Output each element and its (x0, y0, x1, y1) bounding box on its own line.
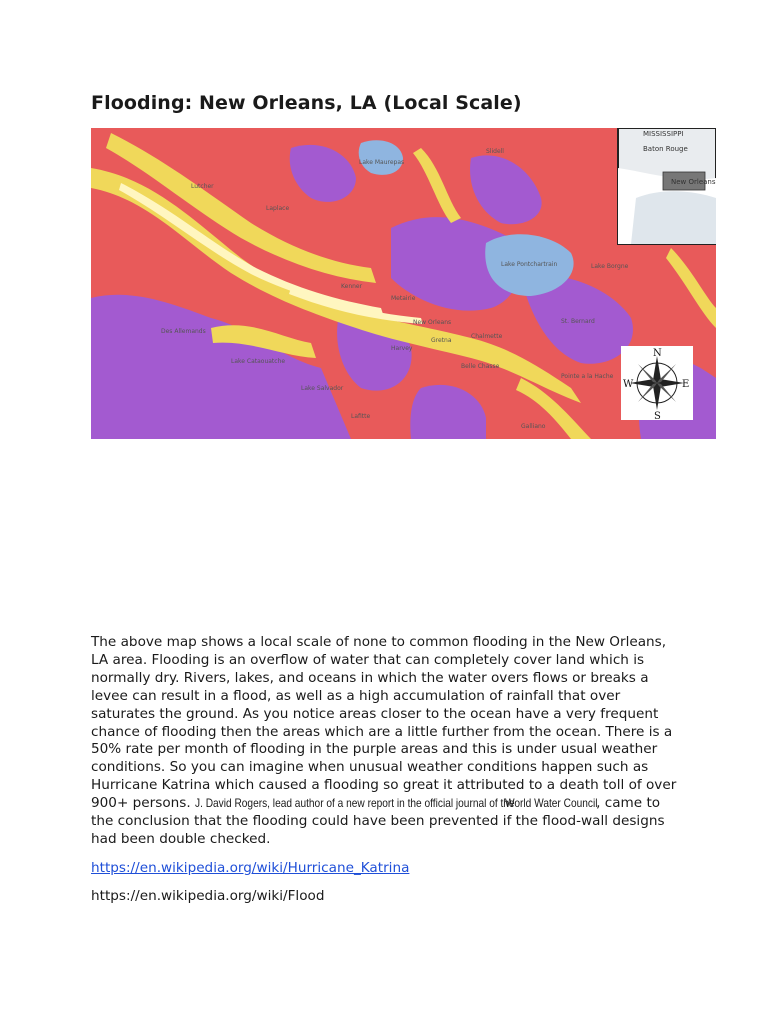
quote-organization: World Water Council (504, 796, 598, 811)
map-label: Slidell (486, 148, 504, 155)
map-label: Lake Salvador (301, 385, 344, 392)
map-label: Kenner (341, 283, 363, 290)
map-label: St. Bernard (561, 318, 595, 325)
map-label: Metairie (391, 295, 416, 302)
map-label: Pointe a la Hache (561, 373, 614, 380)
map-label: Lake Pontchartrain (501, 261, 558, 268)
map-label: Galliano (521, 423, 546, 430)
map-label: Belle Chasse (461, 363, 500, 370)
inset-state-label: MISSISSIPPI (643, 130, 684, 138)
hurricane-katrina-link[interactable]: https://en.wikipedia.org/wiki/Hurricane_Katrina (91, 860, 410, 876)
compass-rose-icon (621, 346, 693, 422)
flood-map-graphic (91, 128, 716, 439)
map-label: Lake Borgne (591, 263, 629, 270)
body-text-part2: , came to the conclusion that the flooding could have been prevented if the flood-wall designs had been double checked. (91, 795, 665, 847)
quote-attribution: J. David Rogers, lead author of a new report in the official journal of the (194, 796, 515, 811)
map-label: Harvey (391, 345, 413, 352)
map-label: Lafitte (351, 413, 371, 420)
compass-east: E (682, 379, 690, 390)
compass-south: S (654, 411, 661, 422)
flood-map (91, 128, 716, 439)
map-label: Des Allemands (161, 328, 206, 335)
map-label: Laplace (266, 205, 290, 212)
inset-map (618, 128, 716, 244)
map-label: Lutcher (191, 183, 214, 190)
compass-north: N (653, 348, 662, 359)
map-label: Lake Maurepas (359, 159, 405, 166)
inset-city-label: Baton Rouge (643, 145, 688, 153)
map-label: Lake Cataouatche (231, 358, 286, 365)
map-label: Gretna (431, 337, 452, 344)
map-label: Chalmette (471, 333, 503, 340)
body-text-part1: The above map shows a local scale of none to common flooding in the New Orleans, LA area. Flooding is an overflow of water that can completely cover land which is normally dry. Rivers, lakes, and oceans in which the water overs flows or breaks a levee can result in a flood, as well as a high accumulation of rainfall that over saturates the ground. As you notice areas closer to the ocean have a very frequent chance of flooding then the areas which are a little further from the ocean. There is a 50% rate per month of flooding in the purple areas and this is under usual weather conditions. So you can imagine when unusual weather conditions happen such as Hurricane Katrina which caused a flooding so great it attributed to a death toll of over 900+ persons. (91, 634, 677, 812)
page-title: Flooding: New Orleans, LA (Local Scale) (91, 92, 522, 114)
inset-city-label: New Orleans (671, 178, 716, 186)
map-label: New Orleans (413, 319, 452, 326)
body-paragraph (91, 634, 681, 849)
flood-reference-url: https://en.wikipedia.org/wiki/Flood (91, 888, 325, 904)
compass-west: W (623, 379, 634, 390)
